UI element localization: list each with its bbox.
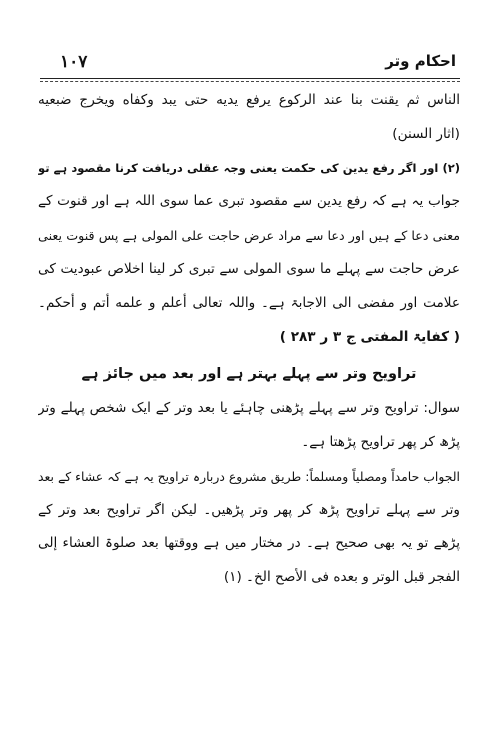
answer-line: الفجر قبل الوتر و بعده فی الأصح الخ۔ (۱) <box>223 569 460 586</box>
question-line: سوال: تراویح وتر سے پہلے پڑھنی چاہئے یا بعد وتر کے ایک شخص پہلے وتر <box>38 400 460 417</box>
header-rule <box>40 78 460 79</box>
page-body <box>38 84 460 595</box>
running-title: احکام وتر <box>385 52 456 70</box>
body-line: الناس ثم یقنت بنا عند الرکوع یرفع یدیه حتی یبد وکفاه ویخرج ضبعیه <box>38 92 460 108</box>
body-line: معنی دعا کے ہیں اور دعا سے مراد عرض حاجت علی المولی ہے پس قنوت یعنی <box>38 228 460 244</box>
answer-line: پڑھے تو یہ بھی صحیح ہے۔ در مختار میں ہے ووقتها بعد صلوۃ العشاء إلی <box>38 535 460 552</box>
body-line: (۲) اور اگر رفع یدین کی حکمت یعنی وجہ عقلی دریافت کرنا مقصود ہے تو <box>38 160 460 175</box>
page-number: ١٠٧ <box>60 52 88 72</box>
answer-line: وتر سے پہلے تراویح پڑھ کر پھر وتر پڑھیں۔ لیکن اگر تراویح بعد وتر کے <box>38 501 460 518</box>
source-citation: (اثار السنن) <box>392 125 460 142</box>
question-line: پڑھ کر پھر تراویح پڑھتا ہے۔ <box>301 433 460 450</box>
reference-citation: ( کفایۃ المفتی ج ۳ ر ۲۸۳ ) <box>279 328 460 345</box>
body-line: علامت اور مفضی الی الاجابۃ ہے۔ واللہ تعالی أعلم و علمه أتم و أحکم۔ <box>38 294 460 311</box>
answer-line: الجواب حامداً ومصلیاً ومسلماً: طریق مشروع دربارہ تراویح یہ ہے کہ عشاء کے بعد <box>38 468 460 484</box>
body-line: جواب یہ ہے کہ رفع یدین سے مقصود تبری عما سوی اللہ ہے اور قنوت کے <box>38 193 460 210</box>
header-rule-dashed <box>40 81 460 82</box>
section-heading: تراویح وتر سے پہلے بہتر ہے اور بعد میں جائز ہے <box>81 366 417 383</box>
body-line: عرض حاجت سے پہلے ما سوی المولی سے تبری کر لینا اخلاص عبودیت کی <box>38 260 460 277</box>
page-header <box>40 52 460 78</box>
